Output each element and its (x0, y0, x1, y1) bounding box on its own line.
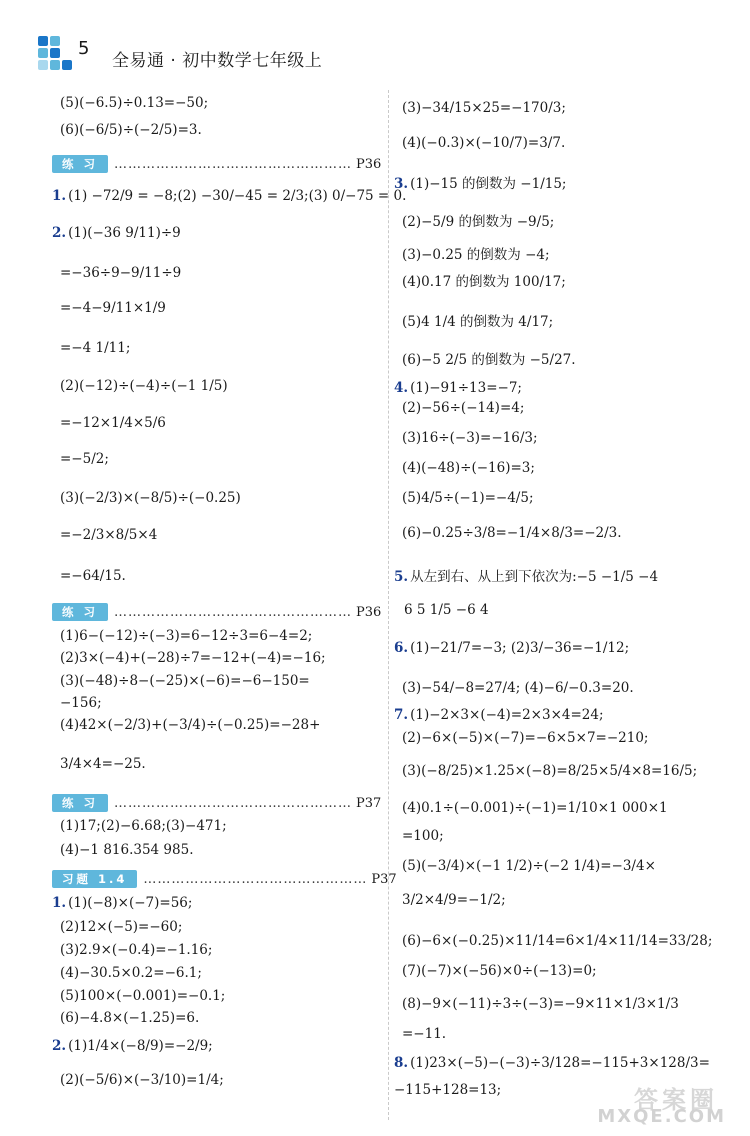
answer-text: 从左到右、从上到下依次为:−5 −1/5 −4 (410, 569, 659, 585)
section-heading (52, 603, 381, 619)
answer-line (402, 135, 565, 151)
answer-text: =−12×1/4×5/6 (60, 415, 166, 431)
page-reference: P37 (371, 871, 397, 887)
answer-line (52, 188, 406, 204)
answer-line (52, 225, 181, 241)
answer-line (60, 568, 126, 584)
question-number: 6. (394, 640, 409, 656)
answer-line (402, 680, 634, 696)
section-tag: 练 习 (52, 603, 108, 621)
answer-text: (5)100×(−0.001)=−0.1; (60, 988, 226, 1004)
answer-line (402, 100, 566, 116)
answer-line (402, 763, 697, 779)
answer-text: (1)−15 的倒数为 −1/15; (410, 176, 567, 192)
answer-line (60, 717, 320, 733)
answer-line (394, 172, 566, 192)
answer-text: (5)4/5÷(−1)=−4/5; (402, 490, 534, 506)
answer-line (402, 730, 648, 746)
answer-text: (4)−30.5×0.2=−6.1; (60, 965, 202, 981)
answer-line (402, 460, 535, 476)
page-reference: P36 (356, 156, 382, 172)
question-number: 3. (394, 176, 409, 192)
answer-text: (6)−6×(−0.25)×11/14=6×1/4×11/14=33/28; (402, 933, 713, 949)
question-number: 1. (52, 188, 67, 204)
answer-text: (3)16÷(−3)=−16/3; (402, 430, 538, 446)
answer-text: =−11. (402, 1026, 447, 1042)
answer-line (60, 650, 326, 666)
answer-text: (2)(−12)÷(−4)÷(−1 1/5) (60, 378, 228, 394)
answer-text: (3)2.9×(−0.4)=−1.16; (60, 942, 213, 958)
answer-text: (1)23×(−5)−(−3)÷3/128=−115+3×128/3= (410, 1055, 710, 1071)
answer-line (60, 490, 241, 506)
section-heading (52, 155, 381, 171)
answer-line (60, 300, 166, 316)
page-reference: P36 (356, 604, 382, 620)
answer-text: (1)6−(−12)÷(−3)=6−12÷3=6−4=2; (60, 628, 313, 644)
answer-line (60, 1010, 199, 1026)
answer-text: 3/4×4=−25. (60, 756, 146, 772)
answer-line (60, 415, 166, 431)
answer-text: (1)−91÷13=−7; (410, 380, 522, 396)
question-number: 2. (52, 225, 67, 241)
answer-text: =100; (402, 828, 444, 844)
answer-line (60, 628, 312, 644)
answer-text: (3)−34/15×25=−170/3; (402, 100, 566, 116)
answer-text: (4)42×(−2/3)+(−3/4)÷(−0.25)=−28+ (60, 717, 321, 733)
answer-text: 6 5 1/5 −6 4 (404, 602, 489, 618)
answer-line (60, 340, 130, 356)
answer-line (402, 490, 534, 506)
answer-text: (2)12×(−5)=−60; (60, 919, 183, 935)
section-heading (52, 794, 381, 810)
answer-line (402, 270, 566, 290)
answer-line (60, 1072, 224, 1088)
answer-text: (5)(−3/4)×(−1 1/2)÷(−2 1/4)=−3/4× (402, 858, 656, 874)
leader-dots: ………………………………………… (143, 871, 368, 887)
answer-text: (5)4 1/4 的倒数为 4/17; (402, 314, 554, 330)
answer-line (402, 348, 576, 368)
answer-line (60, 842, 194, 858)
answer-text: (1)(−36 9/11)÷9 (68, 225, 181, 241)
answer-line (402, 828, 444, 844)
answer-text: (4)(−48)÷(−16)=3; (402, 460, 535, 476)
answer-text: 3/2×4/9=−1/2; (402, 892, 506, 908)
answer-text: =−36÷9−9/11÷9 (60, 265, 182, 281)
answer-text: =−2/3×8/5×4 (60, 527, 158, 543)
answer-text: (4)(−0.3)×(−10/7)=3/7. (402, 135, 566, 151)
answer-line (402, 1026, 446, 1042)
leader-dots: …………………………………………… (114, 156, 353, 172)
answer-line (402, 800, 668, 816)
answer-line (60, 965, 202, 981)
answer-line (52, 1038, 213, 1054)
answer-line (60, 122, 202, 138)
answer-line (402, 310, 553, 330)
section-tag: 练 习 (52, 155, 108, 173)
section-heading (52, 870, 397, 886)
section-tag: 习题 1.4 (52, 870, 137, 888)
answer-line (60, 451, 109, 467)
question-number: 2. (52, 1038, 67, 1054)
answer-line (394, 1055, 710, 1071)
answer-text: (2)−5/9 的倒数为 −9/5; (402, 214, 555, 230)
answer-line (402, 933, 712, 949)
watermark (590, 1078, 740, 1128)
page-number: 5 (78, 38, 90, 59)
answer-text: −115+128=13; (394, 1082, 502, 1098)
answer-text: (2)−6×(−5)×(−7)=−6×5×7=−210; (402, 730, 649, 746)
question-number: 8. (394, 1055, 409, 1071)
question-number: 5. (394, 569, 409, 585)
watermark-url: MXQE.COM (597, 1106, 726, 1127)
answer-line (402, 858, 656, 874)
answer-text: (3)(−8/25)×1.25×(−8)=8/25×5/4×8=16/5; (402, 763, 698, 779)
answer-text: (3)(−2/3)×(−8/5)÷(−0.25) (60, 490, 241, 506)
answer-text: (6)(−6/5)÷(−2/5)=3. (60, 122, 202, 138)
watermark-text: 答案圈 (634, 1086, 718, 1114)
answer-line (402, 243, 550, 263)
answer-line (60, 95, 208, 111)
page-reference: P37 (356, 795, 382, 811)
answer-text: (2)(−5/6)×(−3/10)=1/4; (60, 1072, 224, 1088)
answer-line (404, 602, 489, 618)
book-title: 全易通 · 初中数学七年级上 (112, 51, 323, 71)
answer-line (60, 756, 146, 772)
column-divider (388, 90, 389, 1120)
answer-line (60, 527, 157, 543)
answer-text: (1)(−8)×(−7)=56; (68, 895, 193, 911)
question-number: 4. (394, 380, 409, 396)
answer-line (402, 400, 524, 416)
leader-dots: …………………………………………… (114, 795, 353, 811)
answer-line (394, 1082, 501, 1098)
answer-text: =−4 1/11; (60, 340, 131, 356)
answer-text: (1) −72/9 = −8;(2) −30/−45 = 2/3;(3) 0/−75 = 0. (68, 188, 407, 204)
answer-line (402, 525, 622, 541)
answer-text: (1)17;(2)−6.68;(3)−471; (60, 818, 227, 834)
answer-line (60, 818, 227, 834)
leader-dots: …………………………………………… (114, 604, 353, 620)
answer-text: (4)0.17 的倒数为 100/17; (402, 274, 566, 290)
answer-text: (6)−0.25÷3/8=−1/4×8/3=−2/3. (402, 525, 622, 541)
answer-line (402, 210, 554, 230)
answer-text: (8)−9×(−11)÷3÷(−3)=−9×11×1/3×1/3 (402, 996, 679, 1012)
answer-text: (5)(−6.5)÷0.13=−50; (60, 95, 209, 111)
answer-text: (1)−21/7=−3; (2)3/−36=−1/12; (410, 640, 630, 656)
book-logo-icon (38, 36, 78, 76)
answer-text: −156; (60, 695, 102, 711)
answer-text: (3)−0.25 的倒数为 −4; (402, 247, 550, 263)
answer-line (60, 988, 225, 1004)
answer-text: =−4−9/11×1/9 (60, 300, 166, 316)
answer-text: (2)3×(−4)+(−28)÷7=−12+(−4)=−16; (60, 650, 326, 666)
answer-text: (1)−2×3×(−4)=2×3×4=24; (410, 707, 604, 723)
answer-line (402, 892, 506, 908)
answer-line (394, 565, 658, 585)
answer-text: (6)−4.8×(−1.25)=6. (60, 1010, 200, 1026)
answer-text: (7)(−7)×(−56)×0÷(−13)=0; (402, 963, 597, 979)
answer-line (402, 430, 538, 446)
answer-text: (1)1/4×(−8/9)=−2/9; (68, 1038, 213, 1054)
answer-line (394, 380, 522, 396)
answer-line (394, 707, 604, 723)
answer-text: (6)−5 2/5 的倒数为 −5/27. (402, 352, 576, 368)
answer-text: (4)−1 816.354 985. (60, 842, 194, 858)
answer-text: (3)−54/−8=27/4; (4)−6/−0.3=20. (402, 680, 634, 696)
answer-line (402, 996, 679, 1012)
answer-line (60, 919, 182, 935)
section-tag: 练 习 (52, 794, 108, 812)
answer-line (60, 695, 102, 711)
answer-text: (4)0.1÷(−0.001)÷(−1)=1/10×1 000×1 (402, 800, 668, 816)
answer-text: =−64/15. (60, 568, 126, 584)
answer-line (60, 673, 310, 689)
answer-line (52, 895, 192, 911)
answer-text: (2)−56÷(−14)=4; (402, 400, 525, 416)
question-number: 7. (394, 707, 409, 723)
answer-line (60, 942, 212, 958)
question-number: 1. (52, 895, 67, 911)
answer-text: (3)(−48)÷8−(−25)×(−6)=−6−150= (60, 673, 310, 689)
page-header (38, 36, 738, 76)
answer-line (402, 963, 597, 979)
answer-text: =−5/2; (60, 451, 109, 467)
answer-line (394, 640, 629, 656)
answer-line (60, 378, 228, 394)
answer-line (60, 265, 181, 281)
